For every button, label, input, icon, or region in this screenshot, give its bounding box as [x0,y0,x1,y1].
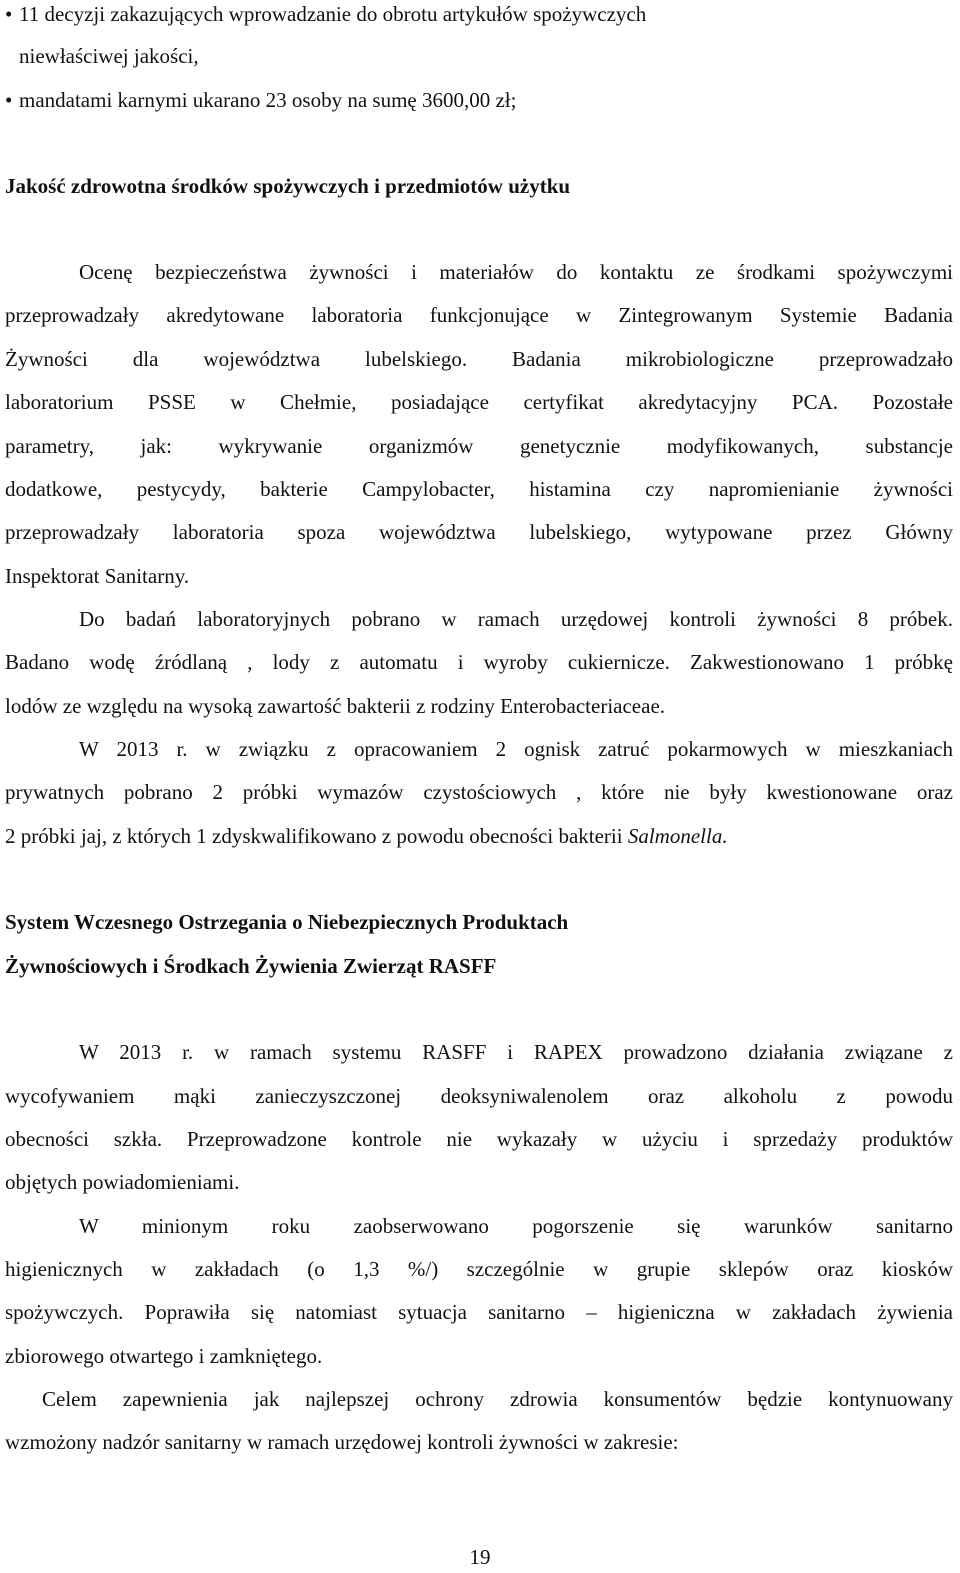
paragraph-line [5,822,953,850]
paragraph-line: objętych powiadomieniami. [5,1170,240,1194]
bullet-dot: • [5,2,13,26]
bullet-dot: • [5,88,13,112]
paragraph-line: prywatnych pobrano 2 próbki wymazów czystościowych , które nie były kwestionowane oraz [5,780,953,804]
paragraph-line: lodów ze względu na wysoką zawartość bakterii z rodziny Enterobacteriaceae. [5,694,666,718]
paragraph-text: 2 próbki jaj, z których 1 zdyskwalifikowano z powodu obecności bakterii [5,824,628,848]
paragraph-line: przeprowadzały akredytowane laboratoria funkcjonujące w Zintegrowanym Systemie Badania [5,303,953,327]
paragraph-line: wzmożony nadzór sanitarny w ramach urzędowej kontroli żywności w zakresie: [5,1430,679,1454]
bullet-item-1 [5,0,953,28]
paragraph-line: laboratorium PSSE w Chełmie, posiadające certyfikat akredytacyjny PCA. Pozostałe [5,390,953,414]
paragraph-line: spożywczych. Poprawiła się natomiast sytuacja sanitarno – higieniczna w zakładach żywienia [5,1300,953,1324]
paragraph-line: Inspektorat Sanitarny. [5,564,190,588]
paragraph-line: Ocenę bezpieczeństwa żywności i materiałów do kontaktu ze środkami spożywczymi [79,260,953,284]
paragraph-line: W 2013 r. w ramach systemu RASFF i RAPEX prowadzono działania związane z [79,1040,953,1064]
bullet-text: 11 decyzji zakazujących wprowadzanie do obrotu artykułów spożywczych [19,2,647,26]
section-heading: System Wczesnego Ostrzegania o Niebezpiecznych Produktach [5,910,569,934]
paragraph-line: Do badań laboratoryjnych pobrano w ramach urzędowej kontroli żywności 8 próbek. [79,607,953,631]
paragraph-line: dodatkowe, pestycydy, bakterie Campylobacter, histamina czy napromienianie żywności [5,477,953,501]
paragraph-line: przeprowadzały laboratoria spoza województwa lubelskiego, wytypowane przez Główny [5,520,953,544]
bullet-item-1-continuation: niewłaściwej jakości, [19,44,199,68]
paragraph-line: wycofywaniem mąki zanieczyszczonej deoksyniwalenolem oraz alkoholu z powodu [5,1084,953,1108]
paragraph-line: parametry, jak: wykrywanie organizmów genetycznie modyfikowanych, substancje [5,434,953,458]
paragraph-line: Celem zapewnienia jak najlepszej ochrony zdrowia konsumentów będzie kontynuowany [42,1387,953,1411]
bullet-item-2 [5,86,953,114]
species-name: Salmonella. [627,824,728,848]
bullet-text: mandatami karnymi ukarano 23 osoby na sumę 3600,00 zł; [19,88,517,112]
paragraph-line: W 2013 r. w związku z opracowaniem 2 ognisk zatruć pokarmowych w mieszkaniach [79,737,953,761]
section-heading: Żywnościowych i Środkach Żywienia Zwierząt RASFF [5,954,497,978]
section-heading: Jakość zdrowotna środków spożywczych i przedmiotów użytku [5,174,571,198]
paragraph-line: higienicznych w zakładach (o 1,3 %/) szczególnie w grupie sklepów oraz kiosków [5,1257,953,1281]
paragraph-line: Badano wodę źródlaną , lody z automatu i wyroby cukiernicze. Zakwestionowano 1 próbkę [5,650,953,674]
paragraph-line: W minionym roku zaobserwowano pogorszenie się warunków sanitarno [79,1214,953,1238]
page-number: 19 [469,1545,491,1569]
paragraph-line: Żywności dla województwa lubelskiego. Badania mikrobiologiczne przeprowadzało [5,347,953,371]
paragraph-line: zbiorowego otwartego i zamkniętego. [5,1344,323,1368]
paragraph-line: obecności szkła. Przeprowadzone kontrole nie wykazały w użyciu i sprzedaży produktów [5,1127,953,1151]
